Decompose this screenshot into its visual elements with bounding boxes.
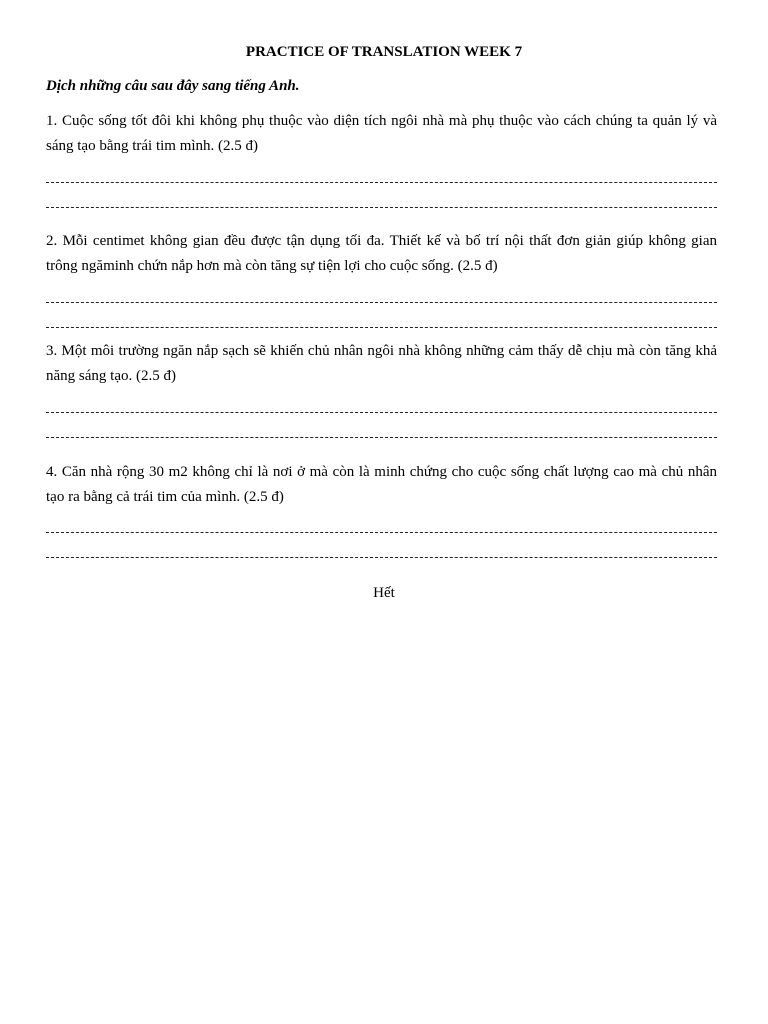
question-1: 1. Cuộc sống tốt đôi khi không phụ thuộc vào diện tích ngôi nhà mà phụ thuộc vào cách chúng ta quản lý và sáng tạo bằng trái tim mình. (2.5 đ) <box>46 113 717 154</box>
end-marker: Hết <box>373 585 395 601</box>
answer-line <box>46 327 717 328</box>
page-title: PRACTICE OF TRANSLATION WEEK 7 <box>245 44 523 60</box>
answer-line <box>46 437 717 438</box>
answer-line <box>46 532 717 533</box>
answer-line <box>46 182 717 183</box>
answer-line <box>46 207 717 208</box>
instruction-text: Dịch những câu sau đây sang tiếng Anh. <box>46 78 300 94</box>
question-3: 3. Một môi trường ngăn nắp sạch sẽ khiến chủ nhân ngôi nhà không những cảm thấy dễ chịu mà còn tăng khả năng sáng tạo. (2.5 đ) <box>46 343 717 384</box>
question-2: 2. Mỗi centimet không gian đều được tận dụng tối đa. Thiết kế và bố trí nội thất đơn giản giúp không gian trông ngăminh chứn nắp hơn mà còn tăng sự tiện lợi cho cuộc sống. (2.5 đ) <box>46 233 717 274</box>
answer-line <box>46 302 717 303</box>
answer-line <box>46 557 717 558</box>
question-4: 4. Căn nhà rộng 30 m2 không chỉ là nơi ở mà còn là minh chứng cho cuộc sống chất lượng cao mà chủ nhân tạo ra bằng cả trái tim của mình. (2.5 đ) <box>46 464 717 505</box>
answer-line <box>46 412 717 413</box>
